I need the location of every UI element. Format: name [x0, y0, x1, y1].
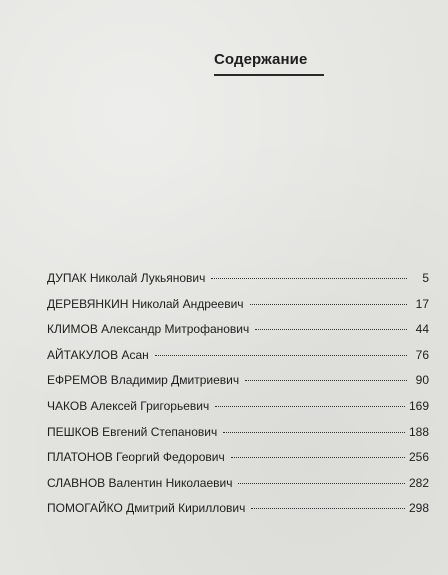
page-title: Содержание [214, 51, 308, 68]
toc-entry-name: ДЕРЕВЯНКИН Николай Андреевич [47, 296, 244, 311]
toc-entry-page: 76 [415, 347, 429, 362]
title-underline [214, 74, 324, 76]
toc-entry-page: 17 [415, 296, 429, 311]
dot-leader [155, 355, 407, 356]
dot-leader [250, 304, 407, 305]
toc-entry [47, 449, 429, 475]
dot-leader [255, 329, 407, 330]
dot-leader [245, 380, 407, 381]
toc-entry-name: ДУПАК Николай Лукьянович [47, 271, 206, 285]
dot-leader [251, 508, 405, 509]
toc-entry-page: 188 [408, 424, 429, 439]
toc-entry-page: 169 [408, 398, 429, 413]
toc-entry-page: 298 [408, 501, 429, 516]
toc-entry [47, 398, 429, 424]
toc-entry [47, 296, 429, 322]
toc-entry-name: ПЕШКОВ Евгений Степанович [47, 424, 218, 439]
toc-entry-page: 282 [408, 475, 429, 490]
toc-entry-name: ПЛАТОНОВ Георгий Федорович [47, 450, 225, 465]
contents-heading [214, 51, 328, 76]
toc-entry [47, 347, 429, 373]
toc-entry [47, 321, 429, 347]
toc-entry-page: 90 [415, 373, 429, 388]
dot-leader [231, 457, 405, 458]
dot-leader [215, 406, 405, 407]
toc-entry-page: 256 [408, 450, 429, 465]
toc-entry-name: ЧАКОВ Алексей Григорьевич [47, 398, 210, 413]
toc-entry [47, 372, 429, 398]
toc-entry-name: ЕФРЕМОВ Владимир Дмитриевич [47, 373, 240, 388]
table-of-contents [47, 270, 429, 526]
toc-entry [47, 424, 429, 450]
dot-leader [238, 483, 404, 484]
toc-entry-name: КЛИМОВ Александр Митрофанович [47, 322, 250, 337]
toc-entry-name: ПОМОГАЙКО Дмитрий Кириллович [47, 501, 246, 516]
toc-entry-page: 5 [422, 271, 429, 285]
dot-leader [211, 278, 407, 279]
toc-entry-name: АЙТАКУЛОВ Асан [47, 347, 149, 362]
toc-entry [47, 270, 429, 296]
toc-entry-page: 44 [415, 322, 429, 337]
toc-entry-name: СЛАВНОВ Валентин Николаевич [47, 475, 233, 490]
toc-entry [47, 500, 429, 526]
toc-entry [47, 475, 429, 501]
dot-leader [223, 432, 405, 433]
